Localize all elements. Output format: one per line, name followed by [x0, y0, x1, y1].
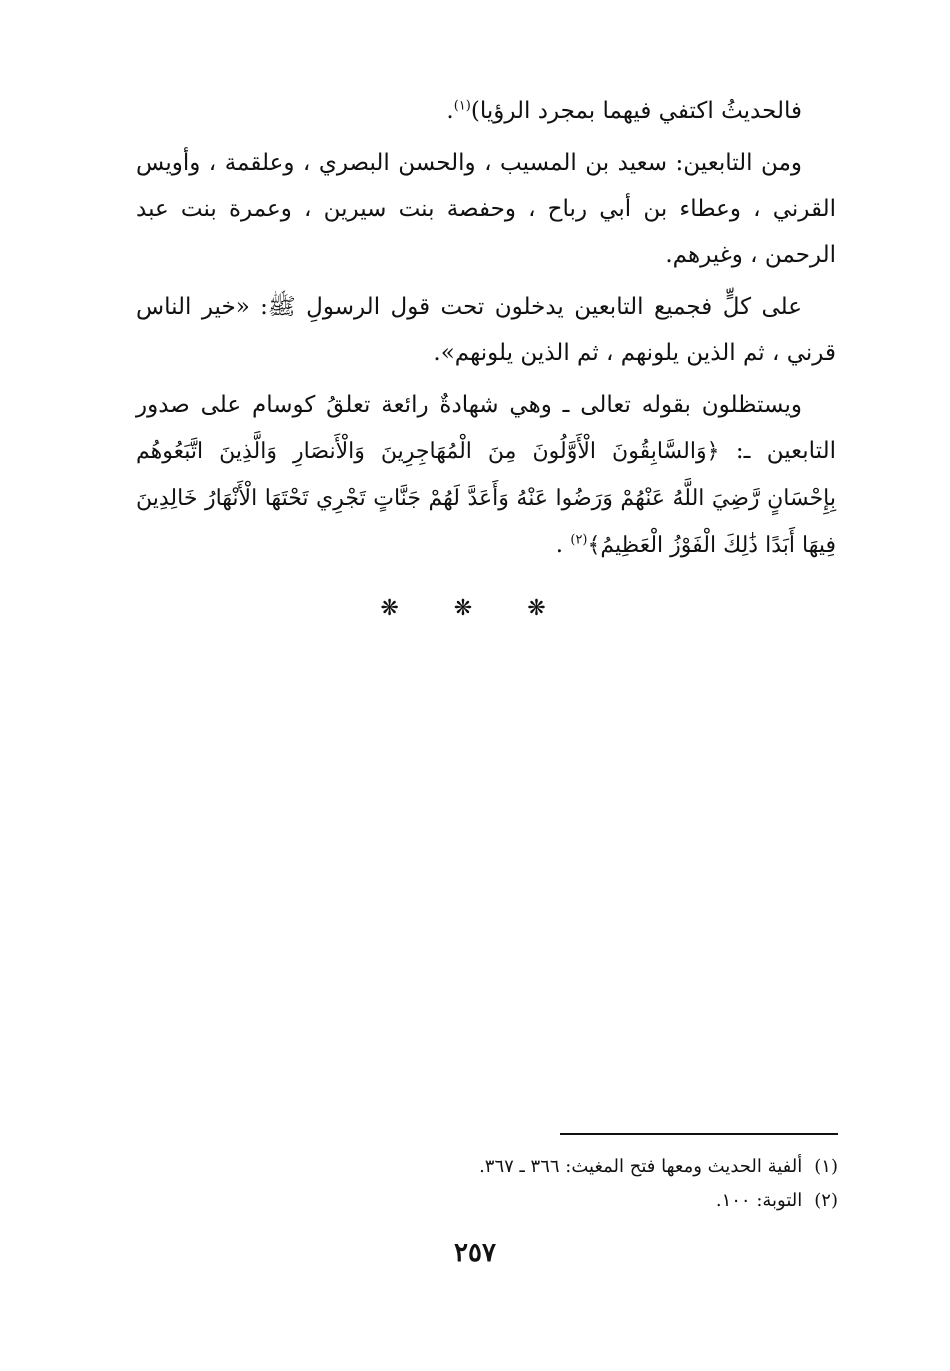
footnote-divider	[560, 1133, 838, 1135]
section-separator: ❋ ❋ ❋	[380, 596, 570, 621]
paragraph-1-tail: .	[446, 98, 454, 124]
paragraph-3-text: على كلٍّ فجميع التابعين يدخلون تحت قول الرسولِ ﷺ: «خير الناس قرني ، ثم الذين يلونهم ، ثم الذين يلونهم».	[136, 294, 836, 366]
footnotes	[360, 1150, 838, 1218]
paragraph-4	[136, 382, 836, 569]
quran-verse: ﴿وَالسَّابِقُونَ الْأَوَّلُونَ مِنَ الْمُهَاجِرِينَ وَالْأَنصَارِ وَالَّذِينَ اتَّبَعُوهُم بِإِحْسَانٍ رَّضِيَ اللَّهُ عَنْهُمْ وَرَضُوا عَنْهُ وَأَعَدَّ لَهُمْ جَنَّاتٍ تَجْرِي تَحْتَهَا الْأَنْهَارُ خَالِدِينَ فِيهَا أَبَدًا ذَٰلِكَ الْفَوْزُ الْعَظِيمُ﴾	[136, 439, 836, 558]
footnote-marker-2: (٢)	[570, 532, 588, 548]
footnote-text: ألفية الحديث ومعها فتح المغيث: ٣٦٦ ـ ٣٦٧.	[479, 1156, 803, 1177]
page-number: ٢٥٧	[454, 1238, 496, 1268]
paragraph-4-text: ويستظلون بقوله تعالى ـ وهي شهادةٌ رائعة تعلقُ كوسام على صدور التابعين ـ:	[136, 392, 837, 464]
paragraph-2-text: ومن التابعين: سعيد بن المسيب ، والحسن البصري ، وعلقمة ، وأويس القرني ، وعطاء بن أبي رباح ، وحفصة بنت سيرين ، وعمرة بنت عبد الرحمن ، وغيرهم.	[136, 150, 836, 268]
footnote-marker-1: (١)	[453, 98, 471, 114]
footnote-number: (١)	[814, 1156, 838, 1177]
footnote-text: التوبة: ١٠٠.	[715, 1190, 803, 1211]
footnote-item	[360, 1184, 838, 1218]
paragraph-1	[136, 88, 836, 134]
paragraph-1-text: فالحديثُ اكتفي فيهما بمجرد الرؤيا)	[470, 98, 802, 124]
footnote-number: (٢)	[814, 1190, 838, 1211]
paragraph-2	[136, 140, 836, 278]
main-text	[136, 88, 836, 575]
footnote-item	[360, 1150, 838, 1184]
paragraph-3	[136, 284, 836, 376]
paragraph-4-tail: .	[555, 532, 571, 558]
